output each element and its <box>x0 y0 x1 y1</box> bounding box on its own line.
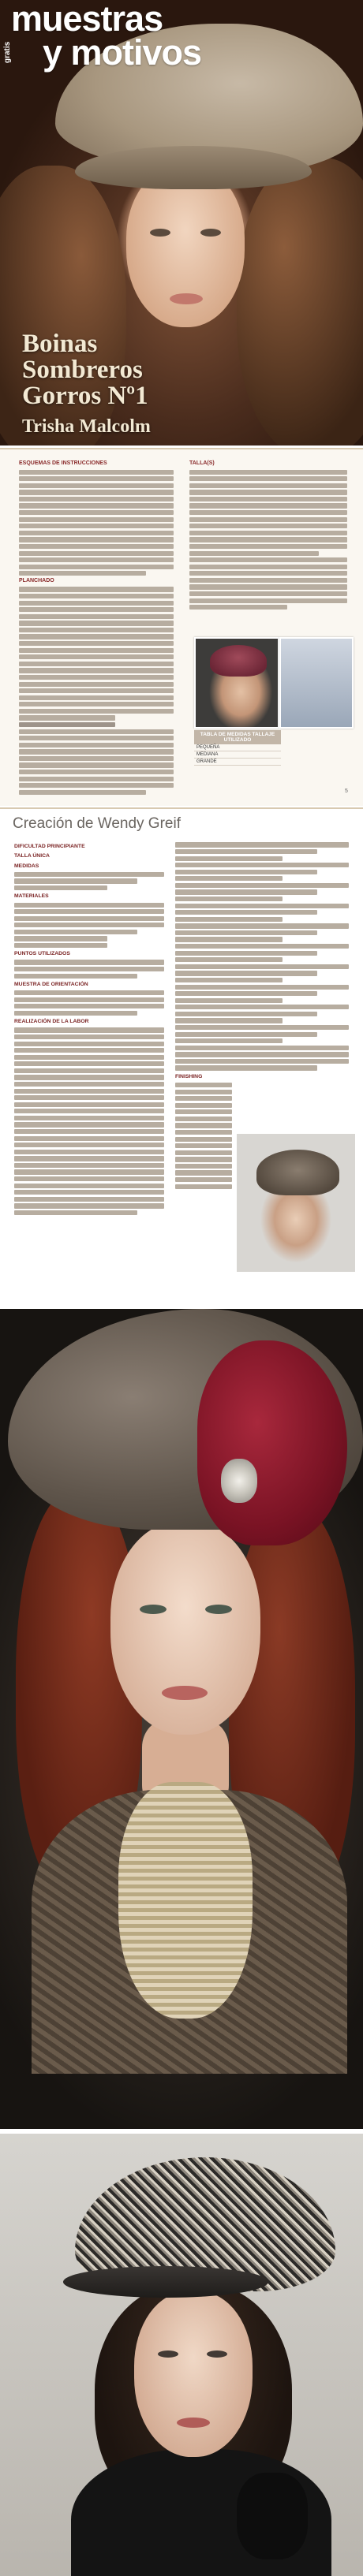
paragraph-block <box>14 1027 164 1215</box>
eye-right <box>207 2350 227 2358</box>
model-photo-red-hat <box>0 1309 363 2129</box>
paragraph-block <box>189 470 347 556</box>
brand-line-2: y motivos <box>43 32 202 73</box>
instructions-page <box>0 448 363 806</box>
headline-line-3: Gorros Nº1 <box>22 382 148 410</box>
paragraph-block <box>175 842 349 1070</box>
model-photo-tweed-cap <box>0 2132 363 2576</box>
eye-left <box>158 2350 178 2358</box>
scarf <box>118 1782 253 2019</box>
model-photo-side <box>279 637 354 729</box>
page-number: 5 <box>345 788 348 794</box>
cap-brim <box>63 2266 268 2298</box>
paragraph-block <box>14 960 164 978</box>
paragraph-block <box>19 587 174 720</box>
right-text-column <box>189 460 347 612</box>
brand-line-1: muestras <box>11 0 163 39</box>
lips <box>177 2418 210 2428</box>
leather-glove <box>237 2473 308 2559</box>
headline-line-1: Boinas <box>22 330 98 358</box>
size-heading: TALLA ÚNICA <box>14 853 50 859</box>
purple-hat <box>210 645 267 677</box>
work-heading: REALIZACIÓN DE LA LABOR <box>14 1019 89 1025</box>
paragraph-block <box>19 470 174 576</box>
eye-left <box>140 1605 167 1614</box>
face <box>134 2291 253 2457</box>
lips <box>162 1686 208 1700</box>
stitches-heading: PUNTOS UTILIZADOS <box>14 951 70 957</box>
paragraph-block <box>189 557 347 610</box>
paragraph-block <box>175 1083 232 1189</box>
cover-eye-right <box>200 229 221 237</box>
grey-hat <box>256 1150 339 1195</box>
left-text-column <box>14 841 164 1217</box>
cover-lips <box>170 293 203 304</box>
planchado-heading: PLANCHADO <box>19 577 54 583</box>
left-text-column <box>19 460 174 796</box>
difficulty-heading: DIFICULTAD PRINCIPIANTE <box>14 844 85 849</box>
model-photo-purple-hat <box>194 637 279 729</box>
size-table <box>194 730 281 766</box>
cover-gratis-label: gratis <box>3 41 12 63</box>
cover-brand-logo <box>11 0 363 73</box>
paragraph-block <box>14 872 164 890</box>
cover-headline <box>22 331 148 409</box>
paragraph-block <box>19 722 174 795</box>
size-table-caption: TABLA DE MEDIDAS TALLAJE UTILIZADO <box>194 730 281 744</box>
right-heading: TALLA(S) <box>189 460 215 466</box>
materials-heading: MATERIALES <box>14 893 49 900</box>
measurements-heading: MEDIDAS <box>14 863 39 869</box>
cover-hair-right <box>237 158 363 445</box>
cover-section <box>0 0 363 445</box>
paragraph-block <box>14 990 164 1016</box>
gauge-heading: MUESTRA DE ORIENTACIÓN <box>14 981 88 987</box>
left-heading: ESQUEMAS DE INSTRUCCIONES <box>19 460 107 466</box>
page-title: Creación de Wendy Greif <box>13 815 181 832</box>
size-row: GRANDE <box>194 759 281 766</box>
paragraph-block <box>14 903 164 949</box>
brooch-icon <box>221 1459 257 1503</box>
eye-right <box>205 1605 232 1614</box>
face <box>110 1522 260 1735</box>
size-row: PEQUEÑA <box>194 744 281 751</box>
cover-eye-left <box>150 229 170 237</box>
model-photo-grey-hat <box>237 1134 355 1272</box>
headline-line-2: Sombreros <box>22 356 143 384</box>
size-row: MEDIANA <box>194 751 281 759</box>
finishing-heading: FINISHING <box>175 1073 203 1079</box>
cover-author: Trisha Malcolm <box>22 416 151 437</box>
